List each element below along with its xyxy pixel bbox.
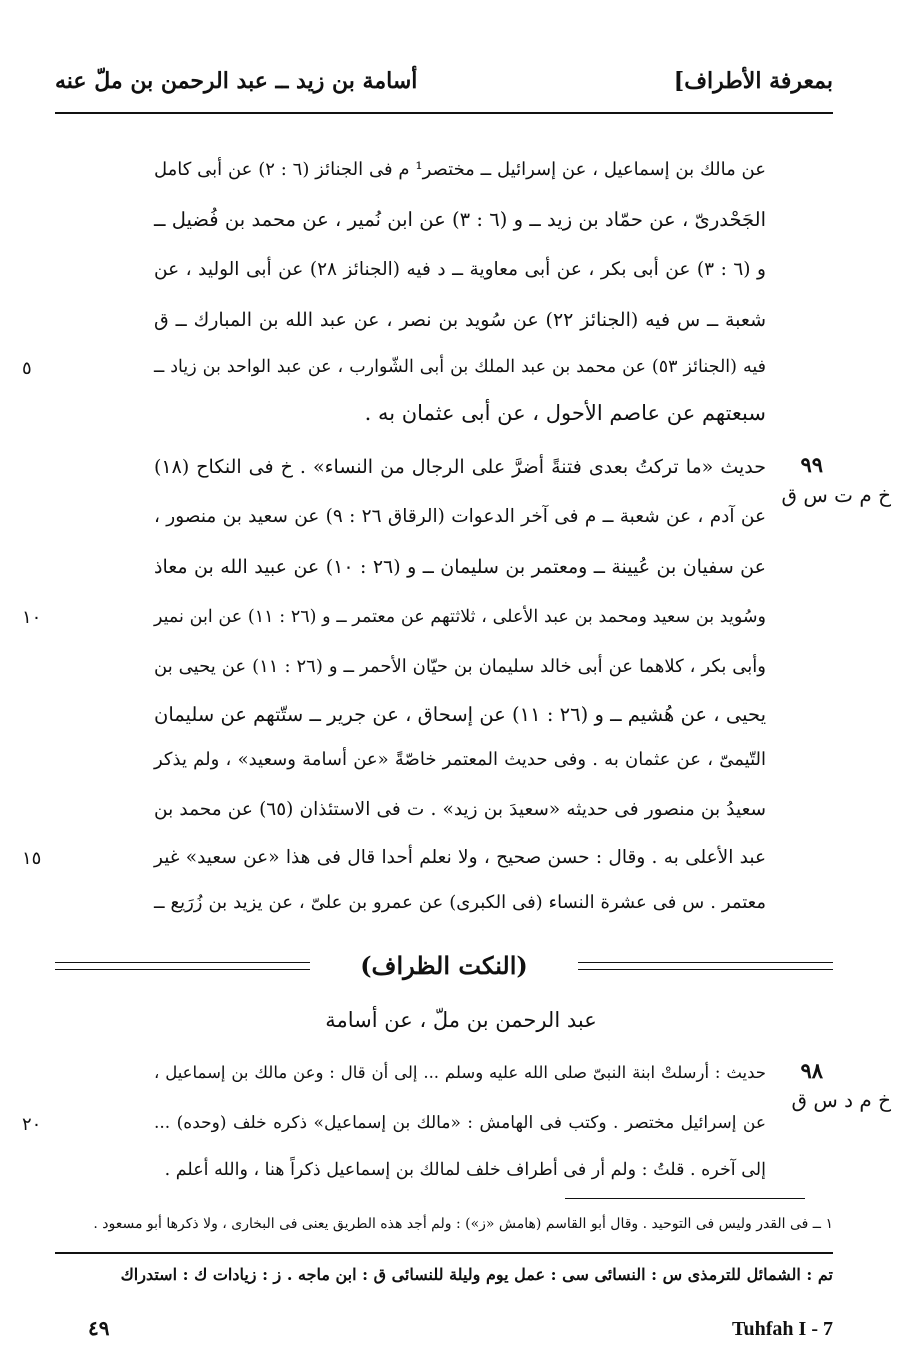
footnote-rule <box>565 1198 805 1199</box>
text-line: وسُويد بن سعيد ومحمد بن عبد الأعلى ، ثلاثتهم عن معتمر ــ و (٢٦ : ١١) عن ابن نمير <box>154 607 766 627</box>
header-left-title: أسامة بن زيد ــ عبد الرحمن بن ملّ عنه <box>55 68 418 94</box>
line-number-margin: ١٠ <box>22 607 42 628</box>
page-number: ٤٩ <box>88 1316 110 1340</box>
text-line: سعيدُ بن منصور فى حديثه «سعيدَ بن زيد» . ت فى الاستئذان (٦٥) عن محمد بن <box>154 799 766 820</box>
entry-number: ٩٩ <box>800 452 823 477</box>
text-line: عن آدم ، عن شعبة ــ م فى آخر الدعوات (الرقاق ٢٦ : ٩) عن سعيد بن منصور ، <box>154 506 766 527</box>
entry-number: ٩٨ <box>800 1058 823 1083</box>
text-line: وأبى بكر ، كلاهما عن أبى خالد سليمان بن حيّان الأحمر ــ و (٢٦ : ١١) عن يحيى بن <box>154 656 766 677</box>
text-line: سبعتهم عن عاصم الأحول ، عن أبى عثمان به . <box>364 401 766 425</box>
section-rule-right <box>578 962 833 970</box>
text-line: شعبة ــ س فيه (الجنائز ٢٢) عن سُويد بن نصر ، عن عبد الله بن المبارك ــ ق <box>154 309 766 331</box>
text-line: الجَحْدرىّ ، عن حمّاد بن زيد ــ و (٦ : ٣) عن ابن نُمير ، عن محمد بن فُضيل ــ <box>154 208 767 231</box>
text-line: عن إسرائيل مختصر . وكتب فى الهامش : «مالك بن إسماعيل» ذكره خلف (وحده) ... <box>154 1113 766 1133</box>
footnote: ١ ــ فى القدر وليس فى التوحيد . وقال أبو القاسم (هامش «ز») : ولم أجد هذه الطريق يعنى فى البخارى ، ولا ذكرها أبو مسعود . <box>93 1216 833 1232</box>
text-line: عبد الأعلى به . وقال : حسن صحيح ، ولا نعلم أحدا قال فى هذا «عن سعيد» غير <box>154 847 766 868</box>
section-subheading: عبد الرحمن بن ملّ ، عن أسامة <box>325 1008 597 1032</box>
entry-source-codes: خ م د س ق <box>791 1088 891 1112</box>
text-line: يحيى ، عن هُشيم ــ و (٢٦ : ١١) عن إسحاق ، عن جرير ــ ستّتهم عن سليمان <box>154 703 766 726</box>
text-line: التّيمىّ ، عن عثمان به . وفى حديث المعتمر خاصّةً «عن أسامة وسعيد» ، ولم يذكر <box>154 749 766 770</box>
running-header <box>55 68 833 108</box>
book-reference: Tuhfah I - 7 <box>732 1318 833 1340</box>
text-line: حديث «ما تركتُ بعدى فتنةً أضرَّ على الرجال من النساء» . خ فى النكاح (١٨) <box>154 456 766 478</box>
abbreviation-key: تم : الشمائل للترمذى س : النسائى سى : عمل يوم وليلة للنسائى ق : ابن ماجه . ز : زيادات ك : استدراك <box>120 1265 833 1284</box>
footer-rule <box>55 1252 833 1254</box>
line-number-margin: ١٥ <box>22 848 42 869</box>
text-line: حديث : أرسلتْ ابنة النبىّ صلى الله عليه وسلم ... إلى أن قال : وعن مالك بن إسماعيل ، <box>154 1063 766 1082</box>
section-rule-left <box>55 962 310 970</box>
text-line: معتمر . س فى عشرة النساء (فى الكبرى) عن عمرو بن علىّ ، عن يزيد بن زُرَيع ــ <box>154 892 766 913</box>
section-divider <box>55 950 833 986</box>
section-title: (النكت الظراف) <box>360 951 528 980</box>
line-number-margin: ٢٠ <box>22 1114 42 1135</box>
line-number-margin: ٥ <box>22 358 32 379</box>
text-line: و (٦ : ٣) عن أبى بكر ، عن أبى معاوية ــ د فيه (الجنائز ٢٨) عن أبى الوليد ، عن <box>154 259 766 280</box>
text-line: فيه (الجنائز ٥٣) عن محمد بن عبد الملك بن أبى الشّوارب ، عن عبد الواحد بن زياد ــ <box>154 357 766 377</box>
entry-source-codes: خ م ت س ق <box>781 483 891 507</box>
text-line: إلى آخره . قلتُ : ولم أر فى أطراف خلف لمالك بن إسماعيل ذكراً هنا ، والله أعلم . <box>164 1160 766 1180</box>
text-line: عن سفيان بن عُيينة ــ ومعتمر بن سليمان ــ و (٢٦ : ١٠) عن عبيد الله بن معاذ <box>154 556 766 578</box>
text-line: عن مالك بن إسماعيل ، عن إسرائيل ــ مختصر¹ م فى الجنائز (٦ : ٢) عن أبى كامل <box>154 159 767 180</box>
header-rule <box>55 112 833 114</box>
header-right-title: بمعرفة الأطراف] <box>673 68 833 94</box>
